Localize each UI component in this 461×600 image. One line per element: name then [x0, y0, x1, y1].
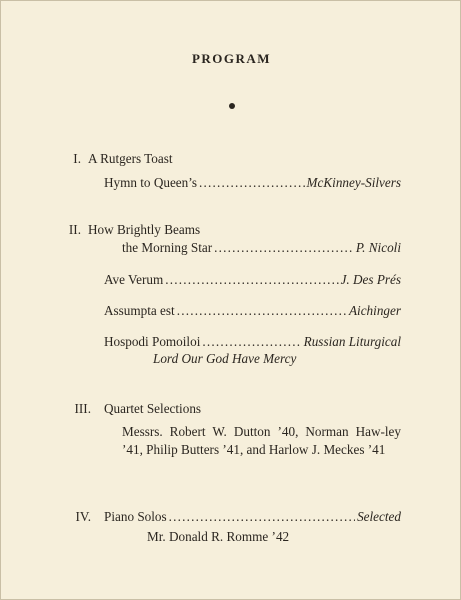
item-title: Hymn to Queen’s — [104, 175, 198, 190]
section-heading: Piano Solos — [104, 509, 167, 524]
leader-dots — [214, 240, 354, 256]
ornament-dot — [229, 103, 235, 109]
leader-dots — [165, 272, 338, 288]
item-composer: Selected — [357, 509, 401, 524]
item-composer: Aichinger — [348, 303, 401, 318]
item-title: Ave Verum — [104, 272, 164, 287]
performers-list: Messrs. Robert W. Dutton ’40, Norman Haw-ley ’41, Philip Butters ’41, and Harlow J. Meckes ’41 — [122, 424, 401, 457]
item-composer: Russian Liturgical — [303, 334, 401, 349]
performer-name: Mr. Donald R. Romme ’42 — [147, 529, 290, 544]
leader-dots — [169, 509, 355, 525]
item-subtitle: Lord Our God Have Mercy — [153, 351, 297, 366]
section-numeral: IV. — [75, 509, 91, 524]
program-item — [104, 303, 401, 319]
section-heading: How Brightly Beams — [88, 222, 201, 237]
leader-dots — [177, 303, 347, 319]
program-item — [104, 509, 401, 525]
page-title: PROGRAM — [191, 51, 272, 66]
section-heading: Quartet Selections — [104, 401, 202, 416]
item-composer: McKinney-Silvers — [306, 175, 401, 190]
program-item — [104, 175, 401, 191]
section-numeral: III. — [74, 401, 91, 416]
section-numeral: I. — [73, 151, 81, 166]
section-numeral: II. — [68, 222, 81, 237]
program-item — [104, 272, 401, 288]
item-title: Hospodi Pomoiloi — [104, 334, 201, 349]
section-heading: A Rutgers Toast — [88, 151, 173, 166]
program-item — [122, 240, 401, 256]
item-composer: P. Nicoli — [355, 240, 401, 255]
program-item — [104, 334, 401, 350]
item-composer: J. Des Prés — [340, 272, 401, 287]
leader-dots — [199, 175, 304, 191]
item-title: Assumpta est — [104, 303, 175, 318]
leader-dots — [202, 334, 301, 350]
item-title: the Morning Star — [122, 240, 213, 255]
